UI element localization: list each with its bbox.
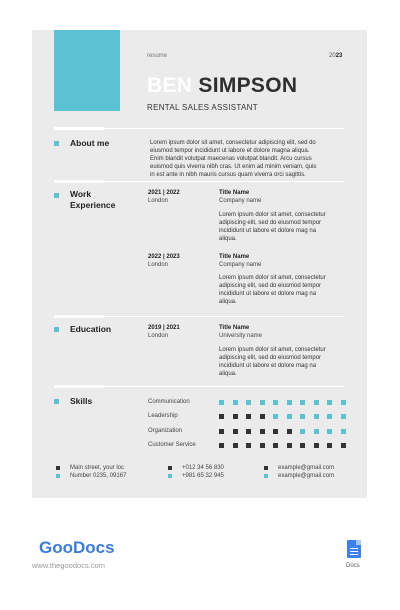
section-divider [54, 128, 344, 129]
skill-name: Communication [148, 399, 190, 405]
last-name: SIMPSON [198, 74, 298, 97]
experience-place: London [148, 198, 169, 204]
contact-phone: +012 34 56 830 +981 65 32 945 [168, 464, 224, 480]
skill-dot-empty [246, 443, 251, 448]
goodocs-url[interactable]: www.thegoodocs.com [32, 561, 105, 570]
resume-page [32, 30, 367, 498]
skill-dot-empty [300, 443, 305, 448]
contact-address: Main street, your loc Number 0235, 09167 [56, 464, 126, 480]
contact-email: example@gmail.com example@gmail.com [264, 464, 334, 480]
phone-icon [168, 466, 172, 470]
section-marker [54, 399, 59, 404]
skill-dot-empty [233, 443, 238, 448]
skill-dot-filled [287, 414, 292, 419]
skill-dot-filled [314, 414, 319, 419]
skill-name: Organization [148, 428, 183, 434]
accent-block [54, 30, 120, 111]
skill-dot-filled [300, 400, 305, 405]
section-marker [54, 193, 59, 198]
skill-dot-filled [314, 429, 319, 434]
skill-dot-filled [219, 400, 224, 405]
location-icon [56, 474, 60, 478]
skill-dot-empty [260, 429, 265, 434]
skill-dot-empty [327, 443, 332, 448]
skill-dot-empty [273, 443, 278, 448]
skill-dot-filled [341, 414, 346, 419]
about-text: Lorem ipsum dolor sit amet, consectetur adipiscing elit, sed do eiusmod tempor incididunt ut labore et dolore magna aliqua. Enim blandit volutpat maecenas volutpat blandit. Arcu cursus euismod quis viverra nibh cras. Ut enim ad minim veniam, quis in est ante in nibh mauris cursus quam viverra orci sagittis. [150, 140, 317, 178]
skill-dot-empty [260, 414, 265, 419]
experience-title: Work Experience [70, 189, 116, 210]
experience-description: Lorem ipsum dolor sit amet, consectetur adipiscing elit, sed do eiusmod tempor incididunt ut labore et dolore mag na aliqua. [219, 212, 326, 242]
experience-title-name: Title Name [219, 190, 250, 196]
email-icon [264, 466, 268, 470]
skill-dot-empty [233, 429, 238, 434]
experience-place: London [148, 262, 169, 268]
skill-dot-filled [300, 414, 305, 419]
skill-rating [219, 429, 346, 434]
education-place: London [148, 333, 169, 339]
skill-dot-filled [246, 400, 251, 405]
skill-dot-empty [246, 414, 251, 419]
section-marker [54, 141, 59, 146]
education-school: University name [219, 333, 263, 339]
skill-dot-empty [246, 429, 251, 434]
section-divider [54, 316, 344, 317]
section-marker [54, 327, 59, 332]
skill-dot-filled [287, 400, 292, 405]
skill-dot-filled [314, 400, 319, 405]
section-divider [54, 181, 344, 182]
skill-rating [219, 400, 346, 405]
skill-name: Customer Service [148, 442, 196, 448]
experience-description: Lorem ipsum dolor sit amet, consectetur adipiscing elit, sed do eiusmod tempor incididunt ut labore et dolore mag na aliqua. [219, 275, 326, 305]
skill-dot-empty [260, 443, 265, 448]
about-title: About me [70, 138, 110, 148]
goodocs-logo[interactable]: GooDocs [39, 538, 115, 557]
skill-name: Leadership [148, 413, 178, 419]
docs-label: Docs [346, 563, 360, 569]
skill-dot-filled [341, 429, 346, 434]
skill-dot-empty [287, 429, 292, 434]
skill-dot-empty [219, 414, 224, 419]
resume-label: resume [147, 53, 168, 59]
skill-dot-filled [233, 400, 238, 405]
skill-dot-filled [273, 400, 278, 405]
year-label: 2023 [329, 53, 343, 59]
section-divider [54, 386, 344, 387]
skill-dot-empty [341, 443, 346, 448]
experience-title-name: Title Name [219, 254, 250, 260]
skill-rating [219, 443, 346, 448]
skill-dot-filled [341, 400, 346, 405]
experience-company: Company name [219, 262, 262, 268]
email-icon [264, 474, 268, 478]
skill-dot-filled [273, 414, 278, 419]
skill-dot-empty [314, 443, 319, 448]
education-dates: 2019 | 2021 [148, 325, 180, 331]
job-title: RENTAL SALES ASSISTANT [147, 103, 258, 112]
education-description: Lorem ipsum dolor sit amet, consectetur adipiscing elit, sed do eiusmod tempor incididunt ut labore et dolore mag na aliqua. [219, 347, 326, 377]
skill-dot-filled [327, 429, 332, 434]
skill-dot-empty [287, 443, 292, 448]
skill-dot-empty [219, 443, 224, 448]
education-title-name: Title Name [219, 325, 250, 331]
skills-title: Skills [70, 396, 93, 406]
full-name [147, 74, 297, 98]
first-name: BEN [147, 74, 193, 97]
education-title: Education [70, 324, 112, 334]
skill-dot-empty [273, 429, 278, 434]
experience-company: Company name [219, 198, 262, 204]
skill-dot-empty [219, 429, 224, 434]
skill-dot-filled [327, 400, 332, 405]
skill-dot-filled [300, 429, 305, 434]
skill-dot-filled [327, 414, 332, 419]
phone-icon [168, 474, 172, 478]
skill-dot-empty [233, 414, 238, 419]
experience-dates: 2021 | 2022 [148, 190, 180, 196]
google-docs-icon[interactable] [347, 540, 361, 558]
location-icon [56, 466, 60, 470]
skill-rating [219, 414, 346, 419]
skill-dot-filled [260, 400, 265, 405]
experience-dates: 2022 | 2023 [148, 254, 180, 260]
